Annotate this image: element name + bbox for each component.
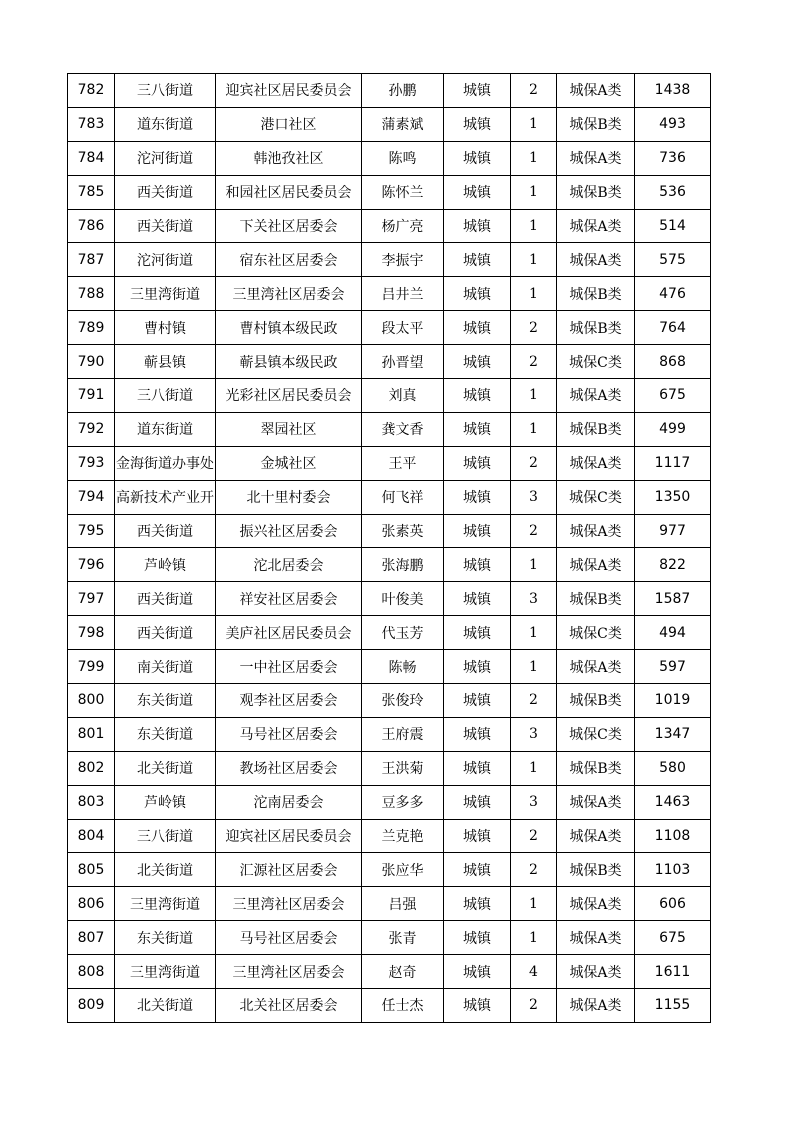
community-cell: 三里湾社区居委会 <box>216 955 362 989</box>
household-count-cell: 1 <box>511 175 557 209</box>
amount-cell: 494 <box>635 616 711 650</box>
table-row <box>68 921 711 955</box>
table-row <box>68 412 711 446</box>
community-cell: 蕲县镇本级民政 <box>216 345 362 379</box>
street-cell: 北关街道 <box>115 853 216 887</box>
row-number: 802 <box>68 751 115 785</box>
household-count-cell: 1 <box>511 650 557 684</box>
table-row <box>68 379 711 413</box>
area-cell: 城镇 <box>444 650 511 684</box>
household-count-cell: 2 <box>511 684 557 718</box>
street-cell: 北关街道 <box>115 989 216 1023</box>
amount-cell: 1438 <box>635 74 711 108</box>
community-cell: 三里湾社区居委会 <box>216 887 362 921</box>
name-cell: 王平 <box>362 446 444 480</box>
row-number: 789 <box>68 311 115 345</box>
category-cell: 城保C类 <box>557 717 635 751</box>
community-cell: 美庐社区居民委员会 <box>216 616 362 650</box>
name-cell: 吕强 <box>362 887 444 921</box>
street-cell: 三八街道 <box>115 819 216 853</box>
amount-cell: 1611 <box>635 955 711 989</box>
community-cell: 光彩社区居民委员会 <box>216 379 362 413</box>
household-count-cell: 3 <box>511 785 557 819</box>
name-cell: 陈怀兰 <box>362 175 444 209</box>
street-cell: 东关街道 <box>115 717 216 751</box>
category-cell: 城保A类 <box>557 819 635 853</box>
name-cell: 孙鹏 <box>362 74 444 108</box>
name-cell: 杨广亮 <box>362 209 444 243</box>
table-row <box>68 989 711 1023</box>
name-cell: 陈畅 <box>362 650 444 684</box>
category-cell: 城保C类 <box>557 345 635 379</box>
amount-cell: 1103 <box>635 853 711 887</box>
street-cell: 西关街道 <box>115 582 216 616</box>
table-row <box>68 74 711 108</box>
area-cell: 城镇 <box>444 819 511 853</box>
table-row <box>68 311 711 345</box>
table-row <box>68 209 711 243</box>
row-number: 798 <box>68 616 115 650</box>
name-cell: 龚文香 <box>362 412 444 446</box>
household-count-cell: 2 <box>511 819 557 853</box>
household-count-cell: 2 <box>511 989 557 1023</box>
category-cell: 城保A类 <box>557 650 635 684</box>
area-cell: 城镇 <box>444 548 511 582</box>
area-cell: 城镇 <box>444 345 511 379</box>
table-row <box>68 514 711 548</box>
community-cell: 马号社区居委会 <box>216 717 362 751</box>
table-row <box>68 480 711 514</box>
area-cell: 城镇 <box>444 277 511 311</box>
household-count-cell: 1 <box>511 107 557 141</box>
amount-cell: 1108 <box>635 819 711 853</box>
household-count-cell: 2 <box>511 74 557 108</box>
row-number: 782 <box>68 74 115 108</box>
community-cell: 金城社区 <box>216 446 362 480</box>
area-cell: 城镇 <box>444 616 511 650</box>
table-row <box>68 684 711 718</box>
community-cell: 迎宾社区居民委员会 <box>216 819 362 853</box>
amount-cell: 675 <box>635 921 711 955</box>
name-cell: 刘真 <box>362 379 444 413</box>
area-cell: 城镇 <box>444 141 511 175</box>
street-cell: 西关街道 <box>115 616 216 650</box>
community-cell: 港口社区 <box>216 107 362 141</box>
name-cell: 王洪菊 <box>362 751 444 785</box>
category-cell: 城保A类 <box>557 514 635 548</box>
records-table <box>67 73 711 1023</box>
amount-cell: 1463 <box>635 785 711 819</box>
street-cell: 西关街道 <box>115 209 216 243</box>
category-cell: 城保A类 <box>557 785 635 819</box>
amount-cell: 1350 <box>635 480 711 514</box>
amount-cell: 1347 <box>635 717 711 751</box>
category-cell: 城保A类 <box>557 887 635 921</box>
household-count-cell: 1 <box>511 616 557 650</box>
amount-cell: 1587 <box>635 582 711 616</box>
name-cell: 张应华 <box>362 853 444 887</box>
category-cell: 城保A类 <box>557 548 635 582</box>
table-row <box>68 446 711 480</box>
row-number: 795 <box>68 514 115 548</box>
name-cell: 孙晋望 <box>362 345 444 379</box>
row-number: 808 <box>68 955 115 989</box>
household-count-cell: 2 <box>511 311 557 345</box>
amount-cell: 822 <box>635 548 711 582</box>
community-cell: 翠园社区 <box>216 412 362 446</box>
name-cell: 吕井兰 <box>362 277 444 311</box>
table-row <box>68 107 711 141</box>
area-cell: 城镇 <box>444 989 511 1023</box>
table-row <box>68 955 711 989</box>
community-cell: 观李社区居委会 <box>216 684 362 718</box>
row-number: 787 <box>68 243 115 277</box>
row-number: 786 <box>68 209 115 243</box>
household-count-cell: 1 <box>511 209 557 243</box>
amount-cell: 606 <box>635 887 711 921</box>
community-cell: 一中社区居委会 <box>216 650 362 684</box>
name-cell: 赵奇 <box>362 955 444 989</box>
area-cell: 城镇 <box>444 514 511 548</box>
table-row <box>68 582 711 616</box>
name-cell: 叶俊美 <box>362 582 444 616</box>
community-cell: 马号社区居委会 <box>216 921 362 955</box>
category-cell: 城保A类 <box>557 209 635 243</box>
street-cell: 三八街道 <box>115 379 216 413</box>
row-number: 784 <box>68 141 115 175</box>
area-cell: 城镇 <box>444 921 511 955</box>
row-number: 809 <box>68 989 115 1023</box>
category-cell: 城保A类 <box>557 141 635 175</box>
name-cell: 李振宇 <box>362 243 444 277</box>
table-row <box>68 345 711 379</box>
street-cell: 北关街道 <box>115 751 216 785</box>
category-cell: 城保A类 <box>557 446 635 480</box>
table-row <box>68 175 711 209</box>
row-number: 796 <box>68 548 115 582</box>
area-cell: 城镇 <box>444 480 511 514</box>
area-cell: 城镇 <box>444 209 511 243</box>
table-row <box>68 141 711 175</box>
area-cell: 城镇 <box>444 887 511 921</box>
category-cell: 城保B类 <box>557 412 635 446</box>
table-row <box>68 717 711 751</box>
amount-cell: 499 <box>635 412 711 446</box>
amount-cell: 1019 <box>635 684 711 718</box>
category-cell: 城保B类 <box>557 311 635 345</box>
household-count-cell: 1 <box>511 141 557 175</box>
street-cell: 三里湾街道 <box>115 887 216 921</box>
name-cell: 豆多多 <box>362 785 444 819</box>
table-row <box>68 650 711 684</box>
name-cell: 蒲素斌 <box>362 107 444 141</box>
row-number: 791 <box>68 379 115 413</box>
amount-cell: 868 <box>635 345 711 379</box>
street-cell: 东关街道 <box>115 684 216 718</box>
amount-cell: 476 <box>635 277 711 311</box>
community-cell: 迎宾社区居民委员会 <box>216 74 362 108</box>
amount-cell: 675 <box>635 379 711 413</box>
category-cell: 城保B类 <box>557 853 635 887</box>
row-number: 790 <box>68 345 115 379</box>
street-cell: 三里湾街道 <box>115 277 216 311</box>
household-count-cell: 3 <box>511 582 557 616</box>
amount-cell: 580 <box>635 751 711 785</box>
street-cell: 高新技术产业开 <box>115 480 216 514</box>
area-cell: 城镇 <box>444 684 511 718</box>
category-cell: 城保B类 <box>557 684 635 718</box>
household-count-cell: 2 <box>511 345 557 379</box>
table-row <box>68 277 711 311</box>
name-cell: 张俊玲 <box>362 684 444 718</box>
table-row <box>68 853 711 887</box>
street-cell: 蕲县镇 <box>115 345 216 379</box>
household-count-cell: 2 <box>511 514 557 548</box>
row-number: 785 <box>68 175 115 209</box>
row-number: 804 <box>68 819 115 853</box>
street-cell: 道东街道 <box>115 412 216 446</box>
household-count-cell: 1 <box>511 379 557 413</box>
table-row <box>68 616 711 650</box>
amount-cell: 514 <box>635 209 711 243</box>
amount-cell: 977 <box>635 514 711 548</box>
category-cell: 城保B类 <box>557 175 635 209</box>
area-cell: 城镇 <box>444 751 511 785</box>
household-count-cell: 3 <box>511 480 557 514</box>
household-count-cell: 1 <box>511 548 557 582</box>
table-row <box>68 751 711 785</box>
household-count-cell: 1 <box>511 751 557 785</box>
area-cell: 城镇 <box>444 243 511 277</box>
category-cell: 城保A类 <box>557 955 635 989</box>
street-cell: 芦岭镇 <box>115 548 216 582</box>
community-cell: 振兴社区居委会 <box>216 514 362 548</box>
community-cell: 下关社区居委会 <box>216 209 362 243</box>
table-row <box>68 548 711 582</box>
area-cell: 城镇 <box>444 955 511 989</box>
name-cell: 王府震 <box>362 717 444 751</box>
community-cell: 汇源社区居委会 <box>216 853 362 887</box>
street-cell: 道东街道 <box>115 107 216 141</box>
name-cell: 任士杰 <box>362 989 444 1023</box>
row-number: 783 <box>68 107 115 141</box>
household-count-cell: 4 <box>511 955 557 989</box>
category-cell: 城保C类 <box>557 480 635 514</box>
area-cell: 城镇 <box>444 412 511 446</box>
household-count-cell: 1 <box>511 412 557 446</box>
row-number: 803 <box>68 785 115 819</box>
name-cell: 代玉芳 <box>362 616 444 650</box>
category-cell: 城保B类 <box>557 107 635 141</box>
community-cell: 三里湾社区居委会 <box>216 277 362 311</box>
amount-cell: 1117 <box>635 446 711 480</box>
category-cell: 城保A类 <box>557 379 635 413</box>
table-row <box>68 785 711 819</box>
row-number: 807 <box>68 921 115 955</box>
community-cell: 宿东社区居委会 <box>216 243 362 277</box>
community-cell: 和园社区居民委员会 <box>216 175 362 209</box>
area-cell: 城镇 <box>444 582 511 616</box>
community-cell: 北关社区居委会 <box>216 989 362 1023</box>
street-cell: 沱河街道 <box>115 243 216 277</box>
row-number: 792 <box>68 412 115 446</box>
category-cell: 城保C类 <box>557 616 635 650</box>
name-cell: 张素英 <box>362 514 444 548</box>
name-cell: 张青 <box>362 921 444 955</box>
category-cell: 城保B类 <box>557 277 635 311</box>
category-cell: 城保B类 <box>557 582 635 616</box>
amount-cell: 736 <box>635 141 711 175</box>
household-count-cell: 3 <box>511 717 557 751</box>
household-count-cell: 2 <box>511 853 557 887</box>
area-cell: 城镇 <box>444 853 511 887</box>
name-cell: 何飞祥 <box>362 480 444 514</box>
name-cell: 兰克艳 <box>362 819 444 853</box>
row-number: 806 <box>68 887 115 921</box>
community-cell: 祥安社区居委会 <box>216 582 362 616</box>
street-cell: 西关街道 <box>115 514 216 548</box>
row-number: 799 <box>68 650 115 684</box>
category-cell: 城保A类 <box>557 74 635 108</box>
street-cell: 三里湾街道 <box>115 955 216 989</box>
amount-cell: 536 <box>635 175 711 209</box>
community-cell: 韩池孜社区 <box>216 141 362 175</box>
street-cell: 金海街道办事处 <box>115 446 216 480</box>
street-cell: 东关街道 <box>115 921 216 955</box>
row-number: 800 <box>68 684 115 718</box>
household-count-cell: 2 <box>511 446 557 480</box>
area-cell: 城镇 <box>444 446 511 480</box>
name-cell: 段太平 <box>362 311 444 345</box>
community-cell: 曹村镇本级民政 <box>216 311 362 345</box>
household-count-cell: 1 <box>511 243 557 277</box>
row-number: 793 <box>68 446 115 480</box>
household-count-cell: 1 <box>511 921 557 955</box>
category-cell: 城保A类 <box>557 921 635 955</box>
amount-cell: 1155 <box>635 989 711 1023</box>
row-number: 788 <box>68 277 115 311</box>
category-cell: 城保A类 <box>557 243 635 277</box>
community-cell: 沱北居委会 <box>216 548 362 582</box>
street-cell: 曹村镇 <box>115 311 216 345</box>
table-row <box>68 887 711 921</box>
street-cell: 西关街道 <box>115 175 216 209</box>
area-cell: 城镇 <box>444 107 511 141</box>
street-cell: 芦岭镇 <box>115 785 216 819</box>
household-count-cell: 1 <box>511 887 557 921</box>
amount-cell: 597 <box>635 650 711 684</box>
area-cell: 城镇 <box>444 717 511 751</box>
table-row <box>68 819 711 853</box>
name-cell: 陈鸣 <box>362 141 444 175</box>
row-number: 794 <box>68 480 115 514</box>
community-cell: 沱南居委会 <box>216 785 362 819</box>
area-cell: 城镇 <box>444 175 511 209</box>
community-cell: 北十里村委会 <box>216 480 362 514</box>
street-cell: 沱河街道 <box>115 141 216 175</box>
amount-cell: 575 <box>635 243 711 277</box>
row-number: 797 <box>68 582 115 616</box>
category-cell: 城保B类 <box>557 751 635 785</box>
area-cell: 城镇 <box>444 74 511 108</box>
amount-cell: 493 <box>635 107 711 141</box>
area-cell: 城镇 <box>444 379 511 413</box>
household-count-cell: 1 <box>511 277 557 311</box>
row-number: 805 <box>68 853 115 887</box>
street-cell: 南关街道 <box>115 650 216 684</box>
row-number: 801 <box>68 717 115 751</box>
community-cell: 教场社区居委会 <box>216 751 362 785</box>
area-cell: 城镇 <box>444 311 511 345</box>
name-cell: 张海鹏 <box>362 548 444 582</box>
category-cell: 城保A类 <box>557 989 635 1023</box>
area-cell: 城镇 <box>444 785 511 819</box>
table-body <box>68 74 711 1023</box>
table-row <box>68 243 711 277</box>
street-cell: 三八街道 <box>115 74 216 108</box>
amount-cell: 764 <box>635 311 711 345</box>
